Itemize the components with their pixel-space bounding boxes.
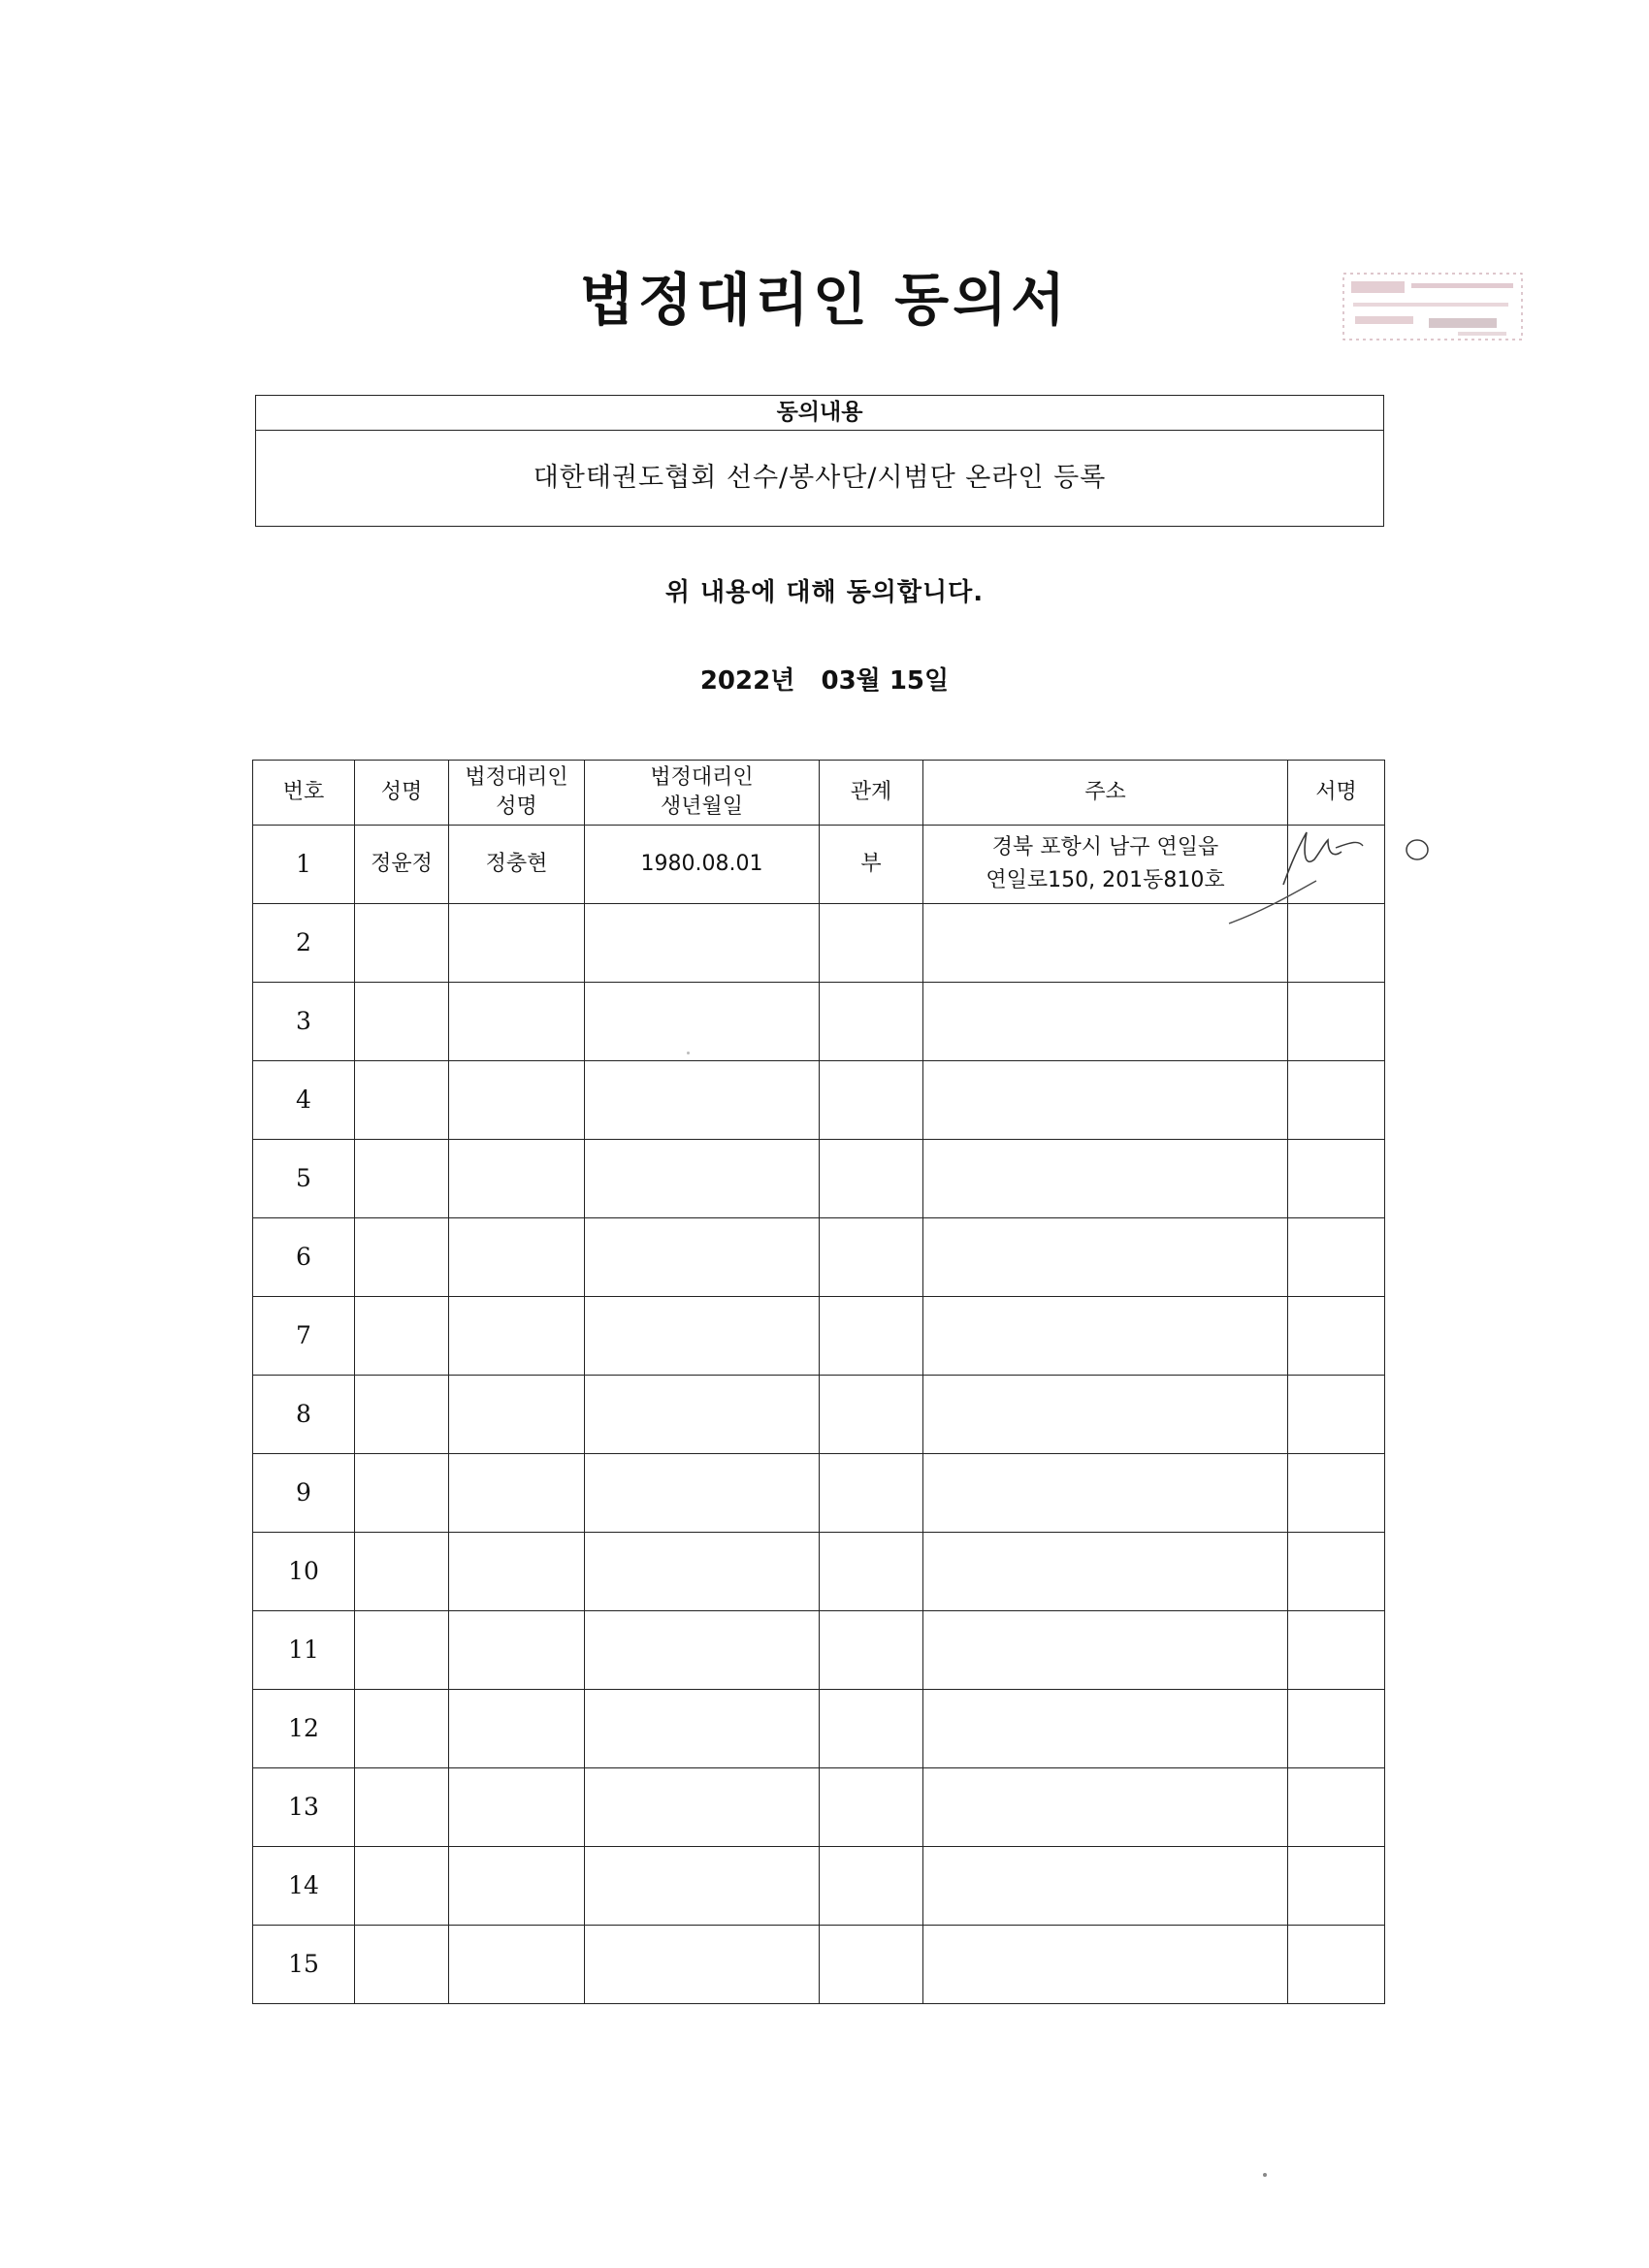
cell-guardian-birth (585, 1690, 820, 1768)
table-row (253, 1061, 1385, 1140)
cell-guardian-name (449, 1218, 585, 1297)
scan-speck (1263, 2173, 1267, 2177)
cell-guardian-birth (585, 1061, 820, 1140)
cell-guardian-name (449, 1690, 585, 1768)
cell-address (923, 1768, 1288, 1847)
cell-number: 7 (253, 1297, 355, 1376)
cell-relation (820, 1376, 923, 1454)
cell-address (923, 1847, 1288, 1926)
cell-address (923, 1376, 1288, 1454)
cell-signature (1288, 1847, 1385, 1926)
cell-name (355, 1140, 449, 1218)
cell-signature (1288, 1926, 1385, 2004)
cell-name (355, 1454, 449, 1533)
handwritten-signature-icon (1227, 825, 1440, 931)
cell-name (355, 1847, 449, 1926)
cell-guardian-name (449, 1768, 585, 1847)
cell-relation (820, 1768, 923, 1847)
cell-address (923, 1454, 1288, 1533)
cell-address (923, 1533, 1288, 1611)
cell-guardian-birth (585, 1140, 820, 1218)
cell-number: 14 (253, 1847, 355, 1926)
col-header-address: 주소 (923, 761, 1288, 826)
table-row (253, 1454, 1385, 1533)
scan-speck (687, 1052, 690, 1054)
cell-name (355, 1690, 449, 1768)
cell-guardian-birth (585, 1297, 820, 1376)
cell-guardian-birth (585, 1376, 820, 1454)
cell-guardian-name (449, 1140, 585, 1218)
table-row (253, 1533, 1385, 1611)
cell-name (355, 1297, 449, 1376)
cell-guardian-birth (585, 1926, 820, 2004)
cell-name (355, 1061, 449, 1140)
cell-relation: 부 (820, 826, 923, 904)
cell-relation (820, 1061, 923, 1140)
cell-relation (820, 1454, 923, 1533)
consent-header: 동의내용 (256, 396, 1383, 431)
table-row (253, 1297, 1385, 1376)
cell-guardian-name (449, 1533, 585, 1611)
col-header-signature: 서명 (1288, 761, 1385, 826)
cell-number: 3 (253, 983, 355, 1061)
cell-name (355, 1611, 449, 1690)
cell-guardian-birth (585, 983, 820, 1061)
cell-guardian-name (449, 1611, 585, 1690)
cell-guardian-birth (585, 1847, 820, 1926)
cell-number: 4 (253, 1061, 355, 1140)
table-row (253, 826, 1385, 904)
registration-stamp-icon (1342, 268, 1526, 345)
col-header-relation: 관계 (820, 761, 923, 826)
cell-guardian-name (449, 1847, 585, 1926)
cell-address (923, 983, 1288, 1061)
cell-relation (820, 1611, 923, 1690)
col-header-guardian-birth: 법정대리인 생년월일 (585, 761, 820, 826)
col-header-number: 번호 (253, 761, 355, 826)
document-date: 2022년 03월 15일 (699, 666, 950, 696)
cell-number: 10 (253, 1533, 355, 1611)
cell-signature (1288, 1611, 1385, 1690)
cell-name (355, 1768, 449, 1847)
cell-signature (1288, 1297, 1385, 1376)
cell-number: 5 (253, 1140, 355, 1218)
cell-number: 1 (253, 826, 355, 904)
cell-number: 12 (253, 1690, 355, 1768)
cell-name: 정윤정 (355, 826, 449, 904)
cell-guardian-birth (585, 904, 820, 983)
cell-relation (820, 1218, 923, 1297)
cell-address (923, 1611, 1288, 1690)
cell-guardian-birth: 1980.08.01 (585, 826, 820, 904)
cell-guardian-name (449, 1376, 585, 1454)
cell-guardian-birth (585, 1218, 820, 1297)
cell-relation (820, 1297, 923, 1376)
table-row (253, 1768, 1385, 1847)
cell-signature (1288, 1533, 1385, 1611)
cell-name (355, 1376, 449, 1454)
cell-guardian-birth (585, 1611, 820, 1690)
cell-number: 15 (253, 1926, 355, 2004)
cell-number: 13 (253, 1768, 355, 1847)
cell-signature (1288, 1768, 1385, 1847)
cell-relation (820, 1847, 923, 1926)
cell-guardian-name (449, 1454, 585, 1533)
cell-signature (1288, 983, 1385, 1061)
cell-guardian-name (449, 983, 585, 1061)
cell-signature (1288, 1454, 1385, 1533)
table-header-row (253, 761, 1385, 826)
consent-content: 대한태권도협회 선수/봉사단/시범단 온라인 등록 (533, 463, 1107, 493)
cell-guardian-name: 정충현 (449, 826, 585, 904)
cell-address (923, 1926, 1288, 2004)
cell-relation (820, 904, 923, 983)
cell-number: 9 (253, 1454, 355, 1533)
table-row (253, 1376, 1385, 1454)
cell-address (923, 1218, 1288, 1297)
cell-guardian-birth (585, 1454, 820, 1533)
table-row (253, 904, 1385, 983)
table-body (253, 826, 1385, 2004)
cell-address (923, 1140, 1288, 1218)
cell-number: 8 (253, 1376, 355, 1454)
cell-guardian-name (449, 904, 585, 983)
cell-name (355, 983, 449, 1061)
cell-relation (820, 1140, 923, 1218)
table-row (253, 1847, 1385, 1926)
cell-address (923, 1061, 1288, 1140)
cell-guardian-name (449, 1061, 585, 1140)
table-row (253, 1140, 1385, 1218)
cell-relation (820, 983, 923, 1061)
col-header-guardian-name: 법정대리인 성명 (449, 761, 585, 826)
cell-number: 11 (253, 1611, 355, 1690)
cell-number: 6 (253, 1218, 355, 1297)
table-row (253, 1218, 1385, 1297)
cell-relation (820, 1533, 923, 1611)
cell-address (923, 1690, 1288, 1768)
guardian-roster-table (252, 760, 1385, 2004)
cell-address (923, 1297, 1288, 1376)
col-header-name: 성명 (355, 761, 449, 826)
consent-content-box (255, 395, 1384, 527)
cell-guardian-name (449, 1926, 585, 2004)
cell-relation (820, 1926, 923, 2004)
table-row (253, 1611, 1385, 1690)
cell-name (355, 1926, 449, 2004)
cell-guardian-birth (585, 1768, 820, 1847)
table-row (253, 1690, 1385, 1768)
cell-guardian-name (449, 1297, 585, 1376)
cell-signature (1288, 1140, 1385, 1218)
table-row (253, 983, 1385, 1061)
cell-signature (1288, 1690, 1385, 1768)
document-title: 법정대리인 동의서 (579, 267, 1070, 333)
cell-signature (1288, 1061, 1385, 1140)
cell-name (355, 1218, 449, 1297)
cell-guardian-birth (585, 1533, 820, 1611)
cell-address: 경북 포항시 남구 연일읍 연일로150, 201동810호 (923, 826, 1288, 904)
cell-signature (1288, 1376, 1385, 1454)
consent-statement: 위 내용에 대해 동의합니다. (664, 578, 985, 607)
cell-name (355, 1533, 449, 1611)
cell-name (355, 904, 449, 983)
cell-signature (1288, 1218, 1385, 1297)
cell-number: 2 (253, 904, 355, 983)
cell-relation (820, 1690, 923, 1768)
table-row (253, 1926, 1385, 2004)
